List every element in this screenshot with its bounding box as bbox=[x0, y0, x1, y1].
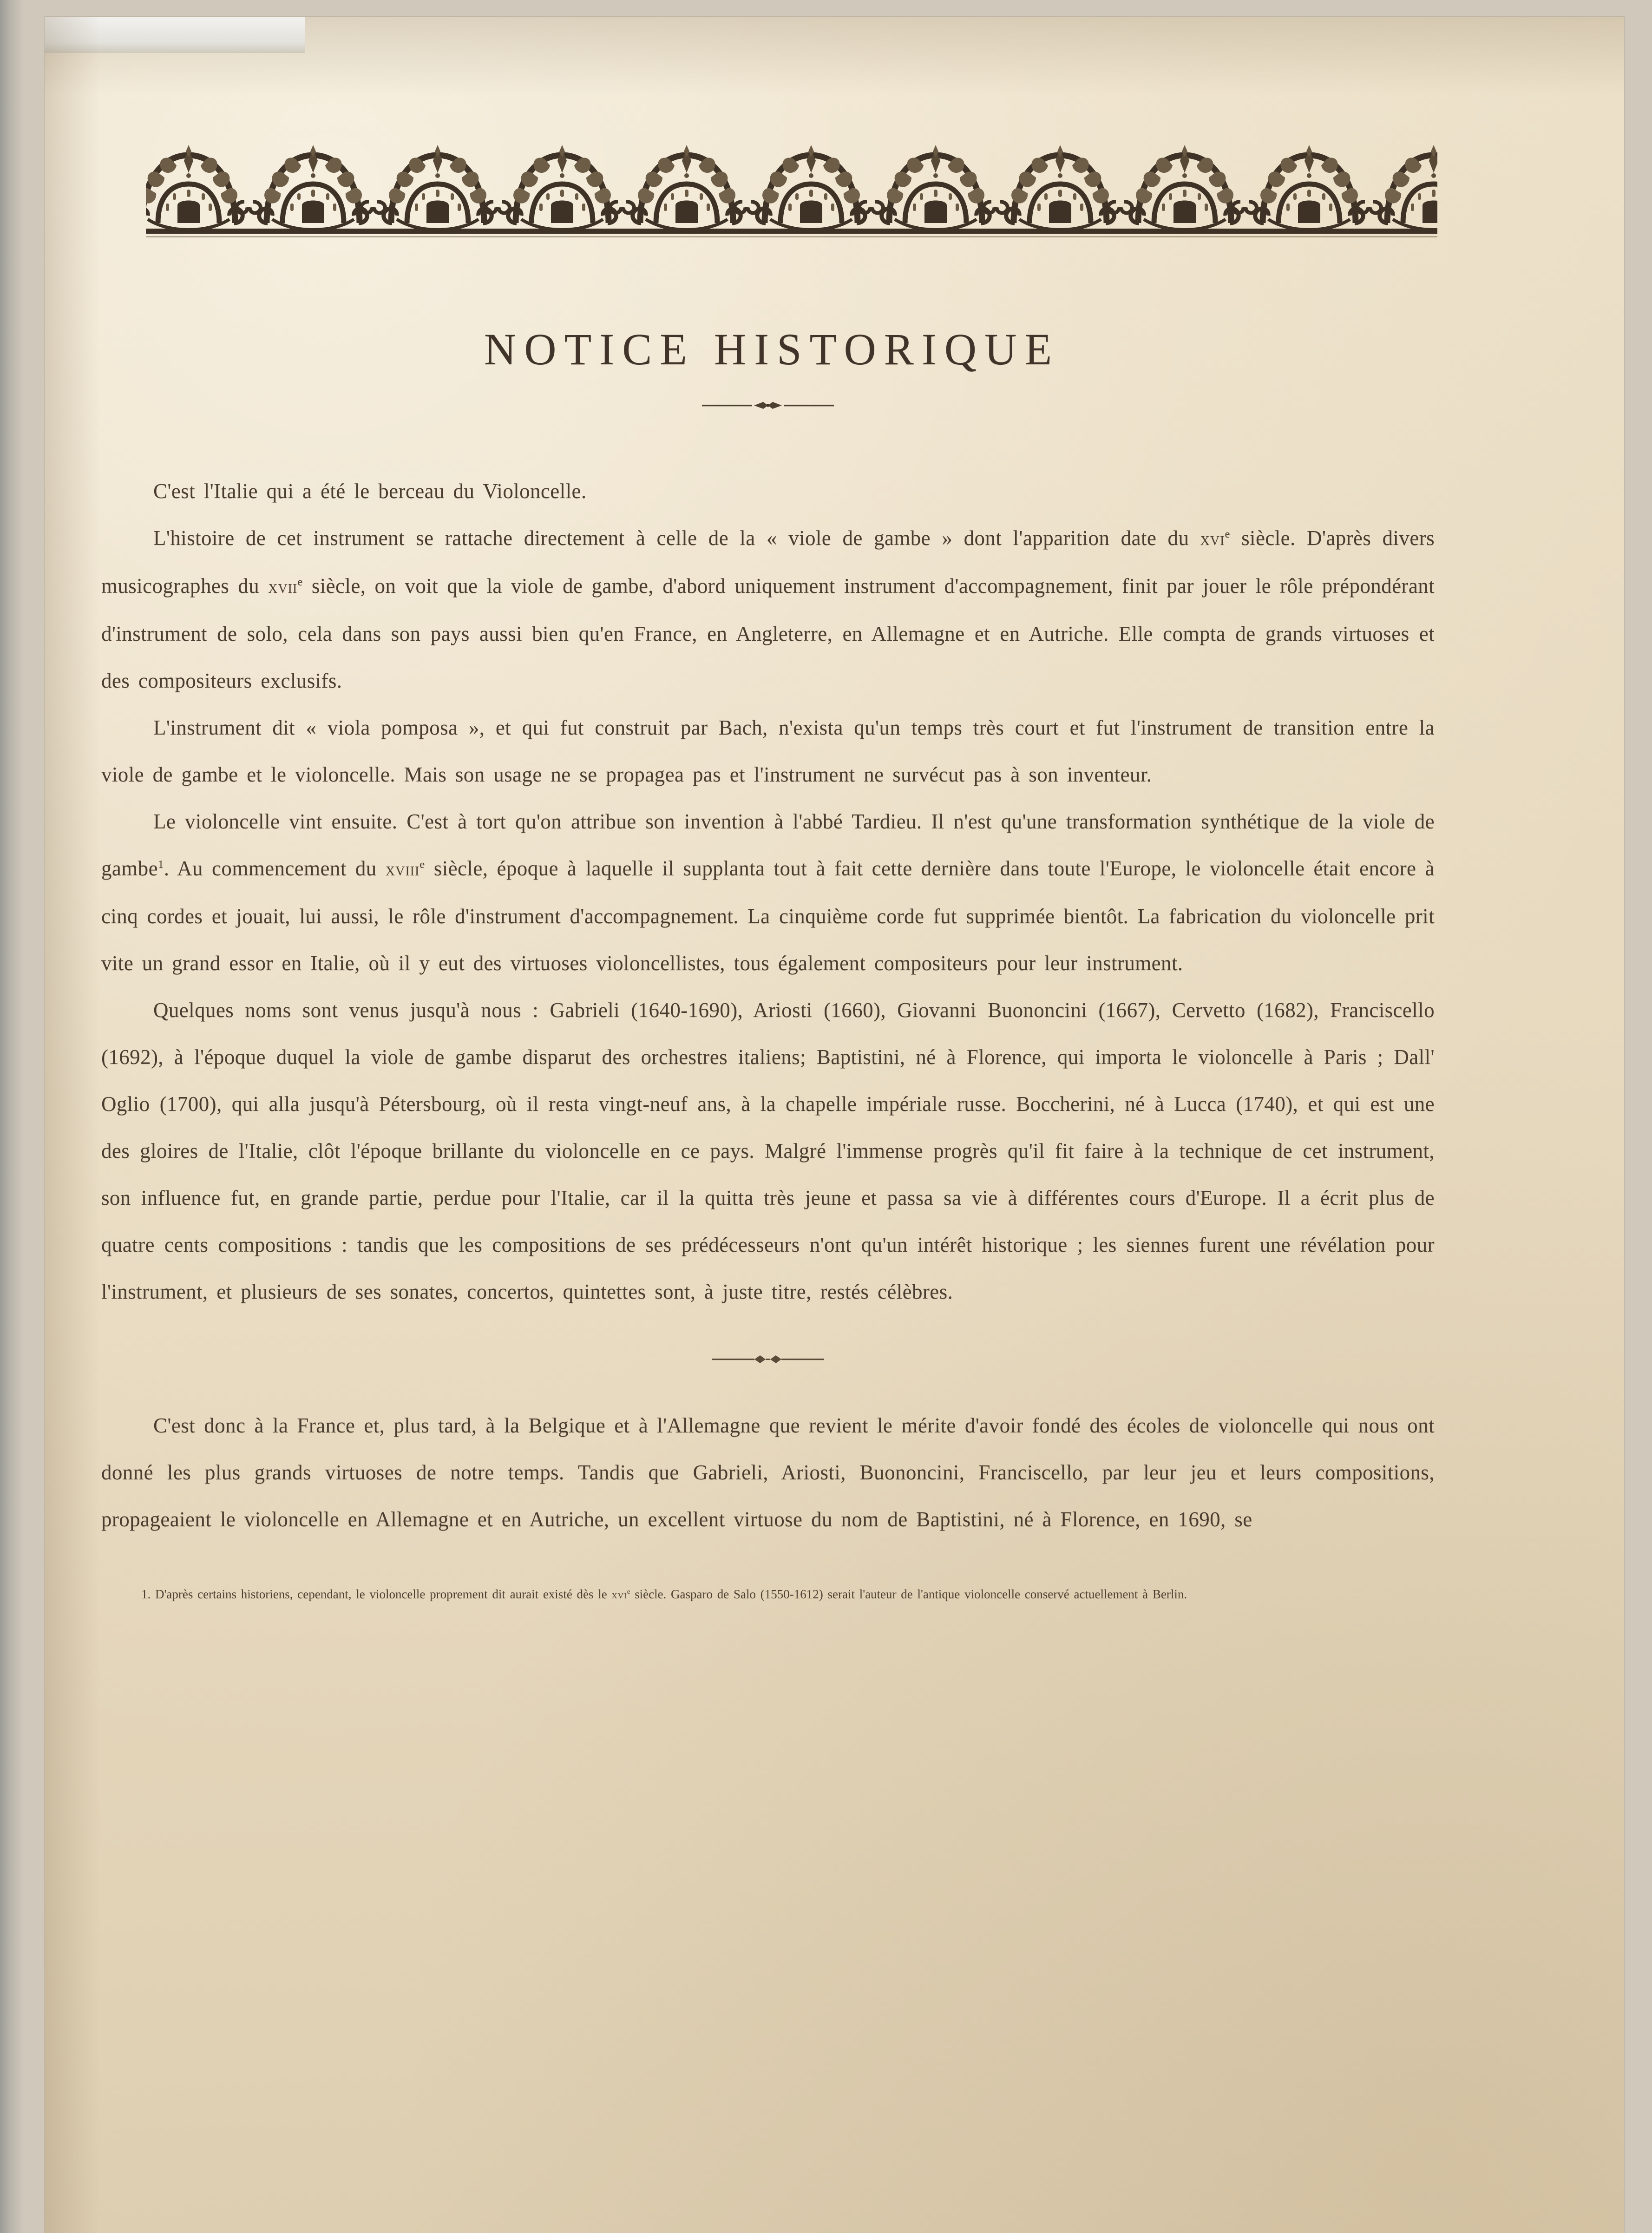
headpiece-ornament bbox=[146, 138, 1437, 254]
page-title: NOTICE HISTORIQUE bbox=[484, 324, 1060, 374]
underlying-page-edge bbox=[45, 17, 305, 53]
footnote-text: 1. D'après certains historiens, cependant, le violoncelle proprement dit aurait existé dès le xvi$^e$ siècle. Gasparo de Salo (1550-1612) serait l'auteur de l'antique violoncelle conservé actuellement à Berlin. bbox=[141, 1587, 1187, 1601]
body-text bbox=[101, 468, 1435, 1543]
page-content bbox=[101, 138, 1435, 1606]
paragraph-6: C'est donc à la France et, plus tard, à la Belgique et à l'Allemagne que revient le mérite d'avoir fondé des écoles de violoncelle qui nous ont donné les plus grands virtuoses de notre temps. Tandis que Gabrieli, Ariosti, Buononcini, Franciscello, par leur jeu et leurs compositions, propageaient le violoncelle en Allemagne et en Autriche, un excellent virtuose du nom de Baptistini, né à Florence, en 1690, se bbox=[101, 1414, 1435, 1531]
paragraph-2: L'histoire de cet instrument se rattache directement à celle de la « viole de gambe » dont l'apparition date du xvi$^e$ siècle. D'après divers musicographes du xvii$^e$ siècle, on voit que la viole de gambe, d'abord uniquement instrument d'accompagnement, finit par jouer le rôle prépondérant d'instrument de solo, cela dans son pays aussi bien qu'en France, en Angleterre, en Allemagne et en Autriche. Elle compta de grands virtuoses et des compositeurs exclusifs. bbox=[101, 526, 1435, 692]
section-divider-ornament bbox=[101, 1337, 1435, 1384]
paragraph-4: Le violoncelle vint ensuite. C'est à tort qu'on attribue son invention à l'abbé Tardieu. Il n'est qu'une transformation synthétique de la viole de gambe$^1$. Au commencement du xviii$^e$ siècle, époque à laquelle il supplanta tout à fait cette dernière dans toute l'Europe, le violoncelle était encore à cinq cordes et jouait, lui aussi, le rôle d'instrument d'accompagnement. La cinquième corde fut supprimée bientôt. La fabrication du violoncelle prit vite un grand essor en Italie, où il y eut des virtuoses violoncellistes, tous également compositeurs pour leur instrument. bbox=[101, 810, 1435, 975]
paragraph-3: L'instrument dit « viola pomposa », et qui fut construit par Bach, n'exista qu'un temps très court et fut l'instrument de transition entre la viole de gambe et le violoncelle. Mais son usage ne se propagea pas et l'instrument ne survécut pas à son inventeur. bbox=[101, 716, 1435, 786]
title-rule-ornament bbox=[698, 399, 838, 411]
paper-sheet bbox=[45, 17, 1624, 2233]
paragraph-5: Quelques noms sont venus jusqu'à nous : Gabrieli (1640-1690), Ariosti (1660), Giovanni Buononcini (1667), Cervetto (1682), Franciscello (1692), à l'époque duquel la viole de gambe disparut des orchestres italiens; Baptistini, né à Florence, qui importa le violoncelle à Paris ; Dall' Oglio (1700), qui alla jusqu'à Pétersbourg, où il resta vingt-neuf ans, à la chapelle impériale russe. Boccherini, né à Lucca (1740), et qui est une des gloires de l'Italie, clôt l'époque brillante du violoncelle en ce pays. Malgré l'immense progrès qu'il fit faire à la technique de cet instrument, son influence fut, en grande partie, perdue pour l'Italie, car il la quitta très jeune et passa sa vie à différentes cours d'Europe. Il a écrit plus de quatre cents compositions : tandis que les compositions de ses prédécesseurs n'ont qu'un intérêt historique ; les siennes furent une révélation pour l'instrument, et plusieurs de ses sonates, concertos, quintettes sont, à juste titre, restés célèbres. bbox=[101, 998, 1435, 1303]
title-block bbox=[101, 323, 1435, 411]
paragraph-1: C'est l'Italie qui a été le berceau du Violoncelle. bbox=[153, 479, 587, 503]
footnote-block bbox=[101, 1583, 1435, 1606]
